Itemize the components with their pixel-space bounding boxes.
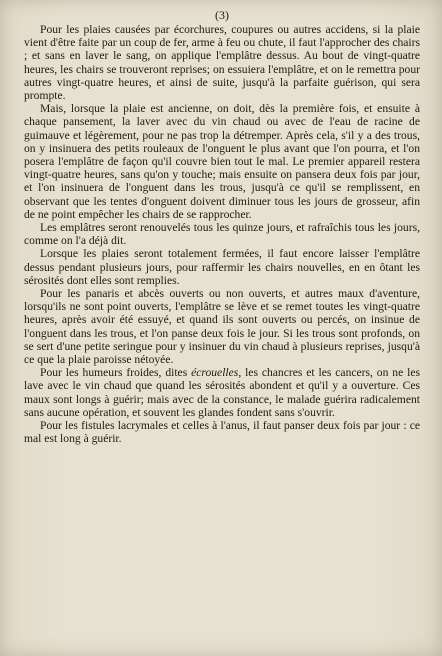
humeurs-emphasis: écrouelles [191, 366, 239, 380]
paragraph-plaies-ecorchures: Pour les plaies causées par écorchures, coupures ou autres accidens, si la plaie vient d'être faite par un coup de fer, arme à feu ou chute, il faut l'approcher des chairs ; et sans en laver le sang, on applique l'emplâtre dessus. Au bout de vingt-quatre heures, les chairs se trouveront reprises; on essuiera l'emplâtre, et on le remettra pour autres vingt-quatre heures, et ainsi de suite, jusqu'à la parfaite guérison, qui sera prompte. [24, 23, 420, 103]
humeurs-text-after: , les chancres et les cancers, on ne les lave avec le vin chaud que quand les sérosités abondent et qu'il y a ouverture. Ces maux sont longs à guérir; mais avec de la constance, le malade guérira radicalement sans aucune opération, et souvent les glandes fondent sans s'ouvrir. [24, 366, 420, 419]
humeurs-text-before: Pour les humeurs froides, dites [40, 366, 192, 380]
paragraph-panaris-abces: Pour les panaris et abcès ouverts ou non ouverts, et autres maux d'aventure, lorsqu'ils ne sont point ouverts, l'emplâtre se lève et se remet toutes les vingt-quatre heures, après avoir été essuyé, et quand ils sont ouverts ou percés, on insinue de l'onguent dans les trous, et l'on panse deux fois le jour. Si les trous sont profonds, on se sert d'une petite seringue pour y insinuer du vin chaud à plusieurs reprises, jusqu'à ce que la plaie paroisse nétoyée. [24, 287, 420, 367]
page-number: (3) [215, 8, 229, 22]
paragraph-fistules: Pour les fistules lacrymales et celles à l'anus, il faut panser deux fois par jour : ce mal est long à guérir. [24, 419, 420, 446]
paragraph-humeurs-froides [24, 366, 420, 419]
paragraph-emplatres-renouveles: Les emplâtres seront renouvelés tous les quinze jours, et rafraîchis tous les jours, comme on l'a déjà dit. [24, 221, 420, 248]
body-text [24, 23, 420, 446]
paragraph-plaie-ancienne: Mais, lorsque la plaie est ancienne, on doit, dès la première fois, et ensuite à chaque pansement, la laver avec du vin chaud ou avec de l'eau de racine de guimauve et légèrement, pour ne pas trop la détremper. Après cela, s'il y a des trous, on y insinuera des petits rouleaux de l'onguent le plus avant que l'on pourra, et l'on posera l'emplâtre de façon qu'il couvre bien tout le mal. Le premier appareil restera vingt-quatre heures, sans qu'on y touche; mais ensuite on pansera deux fois par jour, et l'on insinuera de l'onguent dans les trous, jusqu'à ce qu'il se remplissent, en observant que les tentes d'onguent doivent diminuer tous les jours de grosseur, afin de ne point empêcher les chairs de se rapprocher. [24, 102, 420, 221]
paragraph-plaies-fermees: Lorsque les plaies seront totalement fermées, il faut encore laisser l'emplâtre dessus pendant plusieurs jours, pour raffermir les chairs nouvelles, en en ôtant les sérosités dont elles sont remplies. [24, 247, 420, 287]
